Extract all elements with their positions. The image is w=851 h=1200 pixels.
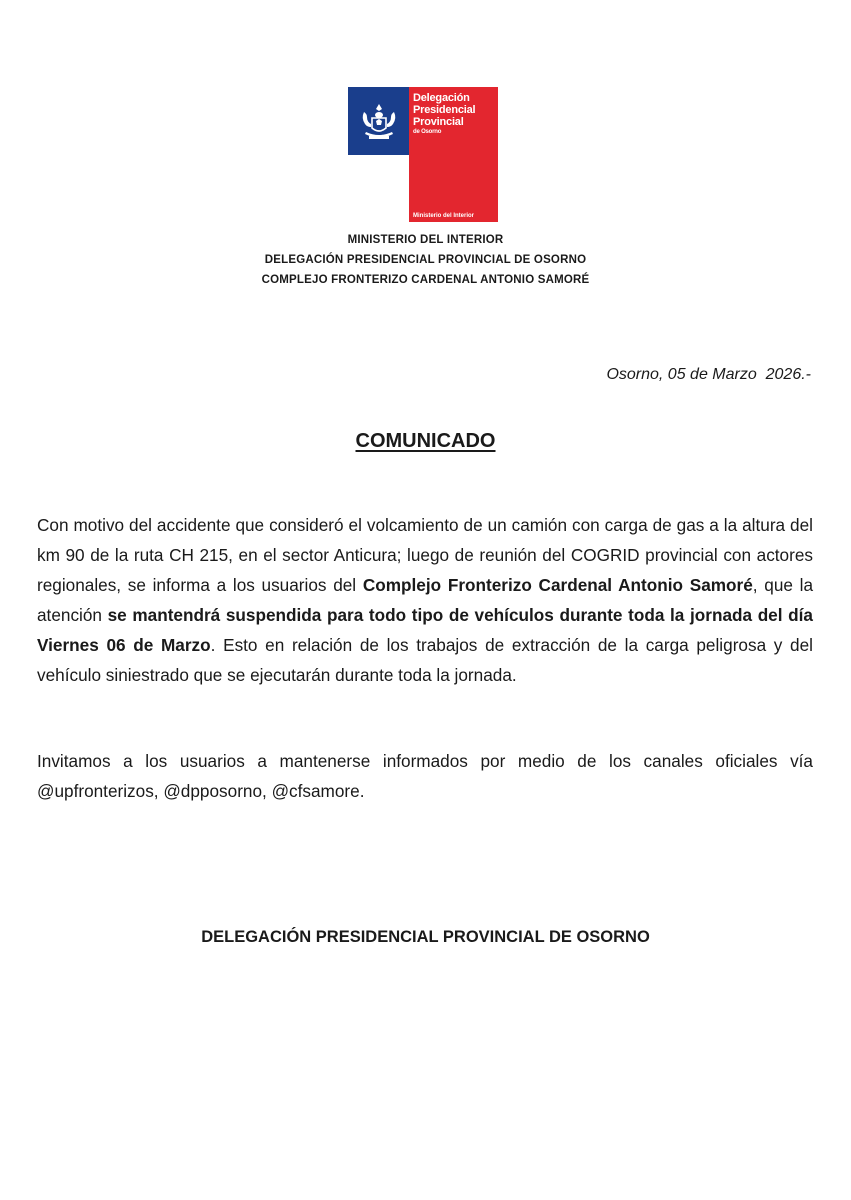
paragraph-text: Con motivo del accidente que consideró el volcamiento de un camión con carga de gas a la altura del km 90 de la ruta CH 215, en el sector Anticura; luego de reunión del COGRID provincial con actores regionales, se informa a los usuarios del	[37, 515, 813, 595]
paragraph-text: , que la atención	[37, 575, 814, 625]
logo-title-line: Delegación	[413, 92, 470, 104]
body-paragraph	[37, 510, 813, 690]
logo-title	[413, 92, 475, 136]
logo-blue-block	[348, 87, 409, 155]
document-date: Osorno, 05 de Marzo 2026.-	[606, 366, 811, 383]
logo-title-line: Provincial	[413, 116, 464, 128]
paragraph-bold-text: se mantendrá suspendida para todo tipo de vehículos durante toda la jornada del día Viernes 06 de Marzo	[37, 605, 813, 655]
logo-left-panel	[348, 87, 409, 222]
government-logo	[348, 87, 498, 222]
signature-block: DELEGACIÓN PRESIDENCIAL PROVINCIAL DE OSORNO	[201, 928, 650, 946]
paragraph-bold-text: Complejo Fronterizo Cardenal Antonio Samoré	[362, 575, 753, 595]
letterhead	[0, 230, 851, 290]
logo-red-block	[409, 87, 498, 222]
logo-subtitle: de Osorno	[413, 129, 442, 135]
coat-of-arms-icon	[354, 98, 404, 144]
letterhead-line: MINISTERIO DEL INTERIOR	[347, 234, 504, 246]
document-title: COMUNICADO	[355, 430, 496, 452]
logo-ministry-label: Ministerio del Interior	[413, 213, 475, 219]
letterhead-line: COMPLEJO FRONTERIZO CARDENAL ANTONIO SAMORÉ	[261, 274, 590, 286]
logo-white-block	[348, 155, 409, 222]
body-paragraph: Invitamos a los usuarios a mantenerse informados por medio de los canales oficiales vía @upfronterizos, @dpposorno, @cfsamore.	[37, 751, 813, 801]
paragraph-text: . Esto en relación de los trabajos de extracción de la carga peligrosa y del vehículo siniestrado que se ejecutarán durante toda la jornada.	[37, 635, 813, 685]
letterhead-line: DELEGACIÓN PRESIDENCIAL PROVINCIAL DE OSORNO	[264, 254, 587, 266]
logo-title-line: Presidencial	[413, 104, 476, 116]
